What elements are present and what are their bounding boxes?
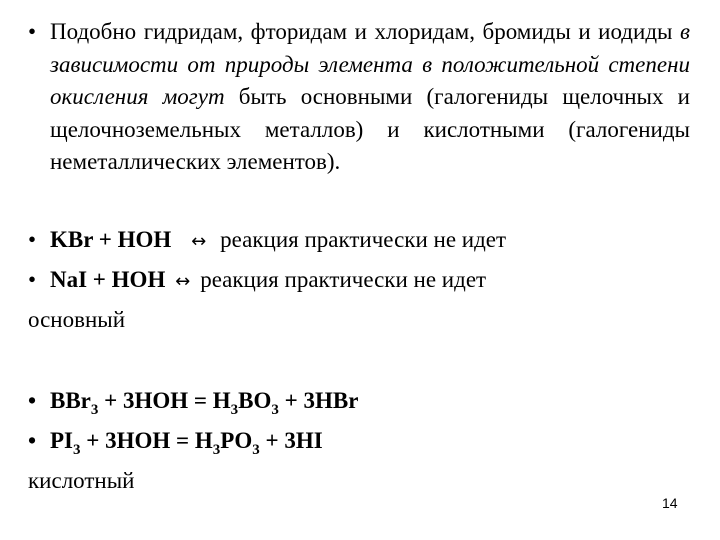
subscript: 3 [212,442,221,458]
subscript: 3 [252,442,260,458]
equation-nai [28,264,486,298]
formula-part: + 3HI [259,428,323,453]
equation-note: реакция практически не идет [200,267,487,292]
formula-part: BBr [50,388,91,413]
equation-formula: NaI + HOH [50,267,166,292]
formula-part: + 3HBr [278,388,359,413]
formula-part: + 3HOH = H [80,428,213,453]
equation-bbr3 [28,385,358,420]
double-arrow-icon: ↔ [191,231,207,252]
bullet: • [28,267,37,292]
label-basic: основный [28,307,126,332]
equation-pi3 [28,425,323,460]
equation-kbr [28,224,506,258]
subscript: 3 [90,402,99,418]
intro-text-italic: в зависимости от природы элемента в положительной степени окисления могут [50,19,690,110]
label-acidic: кислотный [28,468,135,493]
bullet: • [28,227,37,252]
intro-paragraph [28,16,690,179]
formula-part: BO [238,388,272,413]
equation-formula: KBr + HOH [50,227,172,252]
intro-text-part2: быть основными (галогениды щелочных и щелочноземельных металлов) и кислотными (галогениды неметаллических элементов). [50,84,690,175]
double-arrow-icon: ↔ [175,271,191,292]
formula-part: PO [220,428,253,453]
equation-note: реакция практически не идет [220,227,507,252]
subscript: 3 [230,402,239,418]
page-number: 14 [662,495,678,511]
formula-part: + 3HOH = H [98,388,231,413]
formula-part: PI [50,428,73,453]
intro-text-part1: Подобно гидридам, фторидам и хлоридам, бромиды и иодиды [50,19,681,44]
bullet: • [28,388,37,413]
subscript: 3 [271,402,279,418]
bullet: • [28,19,37,44]
subscript: 3 [73,442,81,458]
bullet: • [28,428,37,453]
intro-text [50,16,690,179]
